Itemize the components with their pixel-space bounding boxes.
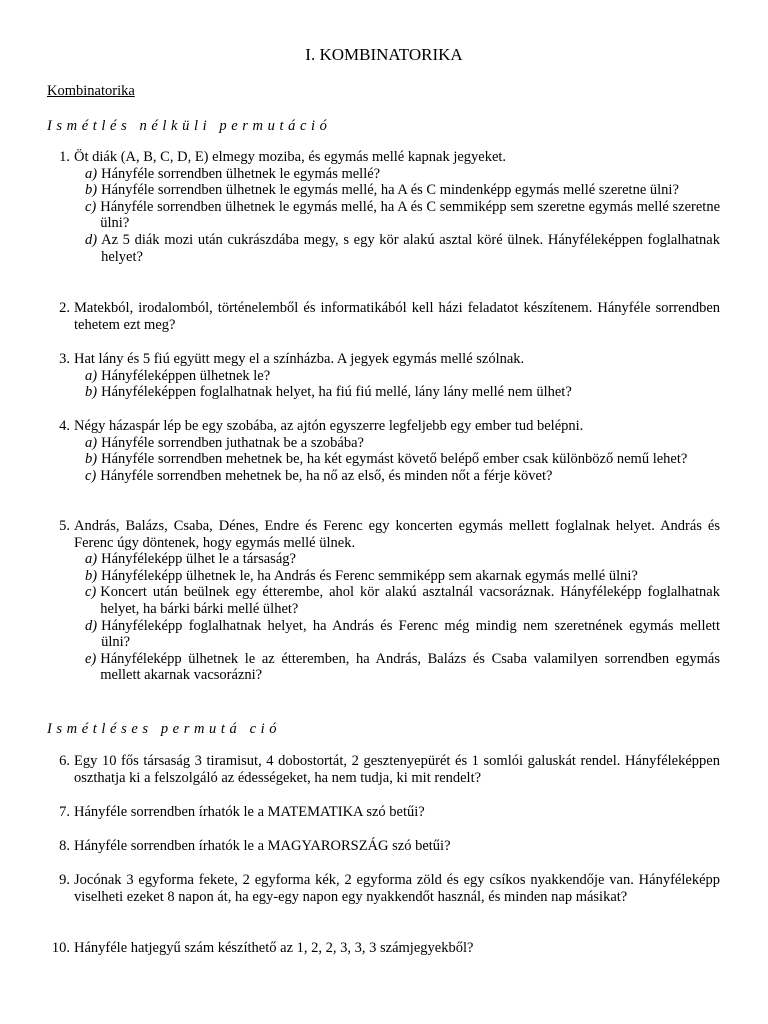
sub-question-a [85, 368, 720, 385]
question-3 [47, 351, 720, 401]
question-9 [47, 872, 720, 905]
question-text: Hat lány és 5 fiú együtt megy el a színházba. A jegyek egymás mellé szólnak. [74, 351, 525, 367]
sub-question-label: c) [85, 584, 97, 601]
question-5 [47, 518, 720, 684]
sub-question-text: Hányféle sorrendben ülhetnek le egymás mellé? [101, 165, 381, 182]
question-text: Jocónak 3 egyforma fekete, 2 egyforma kék, 2 egyforma zöld és egy csíkos nyakkendője van. Hányféleképp viselheti ezeket 8 napon át, ha egy-egy napon egy nyakkendőt használ, és minden nap másikat? [74, 872, 720, 905]
question-number: 8. [59, 838, 70, 854]
question-number: 10. [51, 940, 70, 956]
question-number: 6. [59, 753, 70, 769]
question-text: Matekból, irodalomból, történelemből és informatikából kell házi feladatot készítenem. Hányféle sorrendben tehetem ezt meg? [74, 300, 720, 333]
sub-question-label: b) [85, 567, 98, 584]
question-number: 5. [59, 518, 70, 534]
question-10 [47, 940, 720, 957]
question-text: Hányféle hatjegyű szám készíthető az 1, 2, 2, 3, 3, 3 számjegyekből? [74, 940, 474, 956]
question-number: 4. [59, 418, 70, 434]
page-title: I. KOMBINATORIKA [305, 45, 463, 64]
question-text: Hányféle sorrendben írhatók le a MAGYARORSZÁG szó betűi? [74, 838, 451, 854]
sub-question-label: d) [85, 617, 98, 634]
sub-question-a [85, 551, 720, 568]
sub-question-d [85, 232, 720, 265]
sub-question-text: Hányféleképp foglalhatnak helyet, ha András és Ferenc még mindig nem szeretnének egymás mellett ülni? [101, 617, 720, 651]
sub-question-b [85, 568, 720, 585]
sub-question-b [85, 182, 720, 199]
sub-question-text: Hányféle sorrendben ülhetnek le egymás mellé, ha A és C mindenképp egymás mellé szeretne ülni? [101, 182, 679, 199]
question-number: 7. [59, 804, 70, 820]
sub-question-e [85, 651, 720, 684]
sub-question-label: b) [85, 451, 98, 468]
sub-question-label: c) [85, 198, 97, 215]
question-1 [47, 149, 720, 265]
question-number: 2. [59, 300, 70, 316]
sub-question-a [85, 166, 720, 183]
sub-question-text: Hányféle sorrendben ülhetnek le egymás mellé, ha A és C semmiképp sem szeretne egymás mellé szeretne ülni? [100, 198, 720, 232]
question-2 [47, 300, 720, 333]
section-heading-no-repetition: Ismétlés nélküli permutáció [47, 118, 332, 134]
sub-question-c [85, 468, 720, 485]
sub-question-text: Az 5 diák mozi után cukrászdába megy, s egy kör alakú asztal köré ülnek. Hányféleképpen foglalhatnak helyet? [101, 231, 720, 265]
sub-question-b [85, 384, 720, 401]
question-text: Négy házaspár lép be egy szobába, az ajtón egyszerre legfeljebb egy ember tud belépni. [74, 418, 584, 434]
sub-question-a [85, 435, 720, 452]
sub-question-label: c) [85, 467, 97, 484]
sub-question-label: a) [85, 165, 98, 182]
sub-question-text: Hányféleképp ülhet le a társaság? [101, 551, 296, 568]
question-7 [47, 804, 720, 821]
question-text: Öt diák (A, B, C, D, E) elmegy moziba, és egymás mellé kapnak jegyeket. [74, 149, 507, 165]
sub-question-label: b) [85, 384, 98, 401]
question-8 [47, 838, 720, 855]
question-6 [47, 753, 720, 786]
sub-question-label: b) [85, 182, 98, 199]
sub-question-c [85, 584, 720, 617]
sub-question-label: a) [85, 551, 98, 568]
question-4 [47, 418, 720, 484]
question-text: Hányféle sorrendben írhatók le a MATEMATIKA szó betűi? [74, 804, 425, 820]
sub-question-text: Hányféleképpen ülhetnek le? [101, 367, 271, 384]
sub-question-label: a) [85, 367, 98, 384]
question-text: Egy 10 fős társaság 3 tiramisut, 4 dobostortát, 2 gesztenyepürét és 1 somlói galuskát rendel. Hányféleképpen oszthatja ki a felszolgáló az édességeket, ha nem tudja, ki mit rendelt? [74, 753, 720, 786]
sub-question-text: Koncert után beülnek egy étterembe, ahol kör alakú asztalnál vacsoráznak. Hányféleképp foglalhatnak helyet, ha bárki bárki mellé ülhet? [100, 584, 720, 617]
topic-heading: Kombinatorika [47, 83, 135, 99]
sub-question-text: Hányféleképp ülhetnek le, ha András és Ferenc semmiképp sem akarnak egymás mellé ülni? [101, 567, 638, 584]
sub-question-c [85, 199, 720, 232]
sub-question-text: Hányféleképpen foglalhatnak helyet, ha fiú fiú mellé, lány lány mellé nem ülhet? [101, 384, 572, 401]
question-text: András, Balázs, Csaba, Dénes, Endre és Ferenc egy koncerten egymás mellett foglalnak helyet. András és Ferenc úgy döntenek, hogy egymás mellé ülnek. [74, 518, 720, 551]
section-heading-with-repetition: Ismétléses permutá ció [47, 721, 282, 737]
question-number: 9. [59, 872, 70, 888]
sub-question-b [85, 451, 720, 468]
sub-question-text: Hányféle sorrendben mehetnek be, ha két egymást követő belépő ember csak különböző nemű lehet? [101, 451, 688, 468]
question-number: 3. [59, 351, 70, 367]
sub-question-text: Hányféleképp ülhetnek le az étteremben, ha András, Balázs és Csaba valamilyen sorrendben egymás mellett akarnak vacsorázni? [100, 650, 720, 684]
sub-question-text: Hányféle sorrendben juthatnak be a szobába? [101, 434, 364, 451]
sub-question-d [85, 618, 720, 651]
question-number: 1. [59, 149, 70, 165]
sub-question-label: e) [85, 650, 97, 667]
sub-question-label: a) [85, 434, 98, 451]
sub-question-label: d) [85, 231, 98, 248]
sub-question-text: Hányféle sorrendben mehetnek be, ha nő az első, és minden nőt a férje követ? [100, 467, 553, 484]
